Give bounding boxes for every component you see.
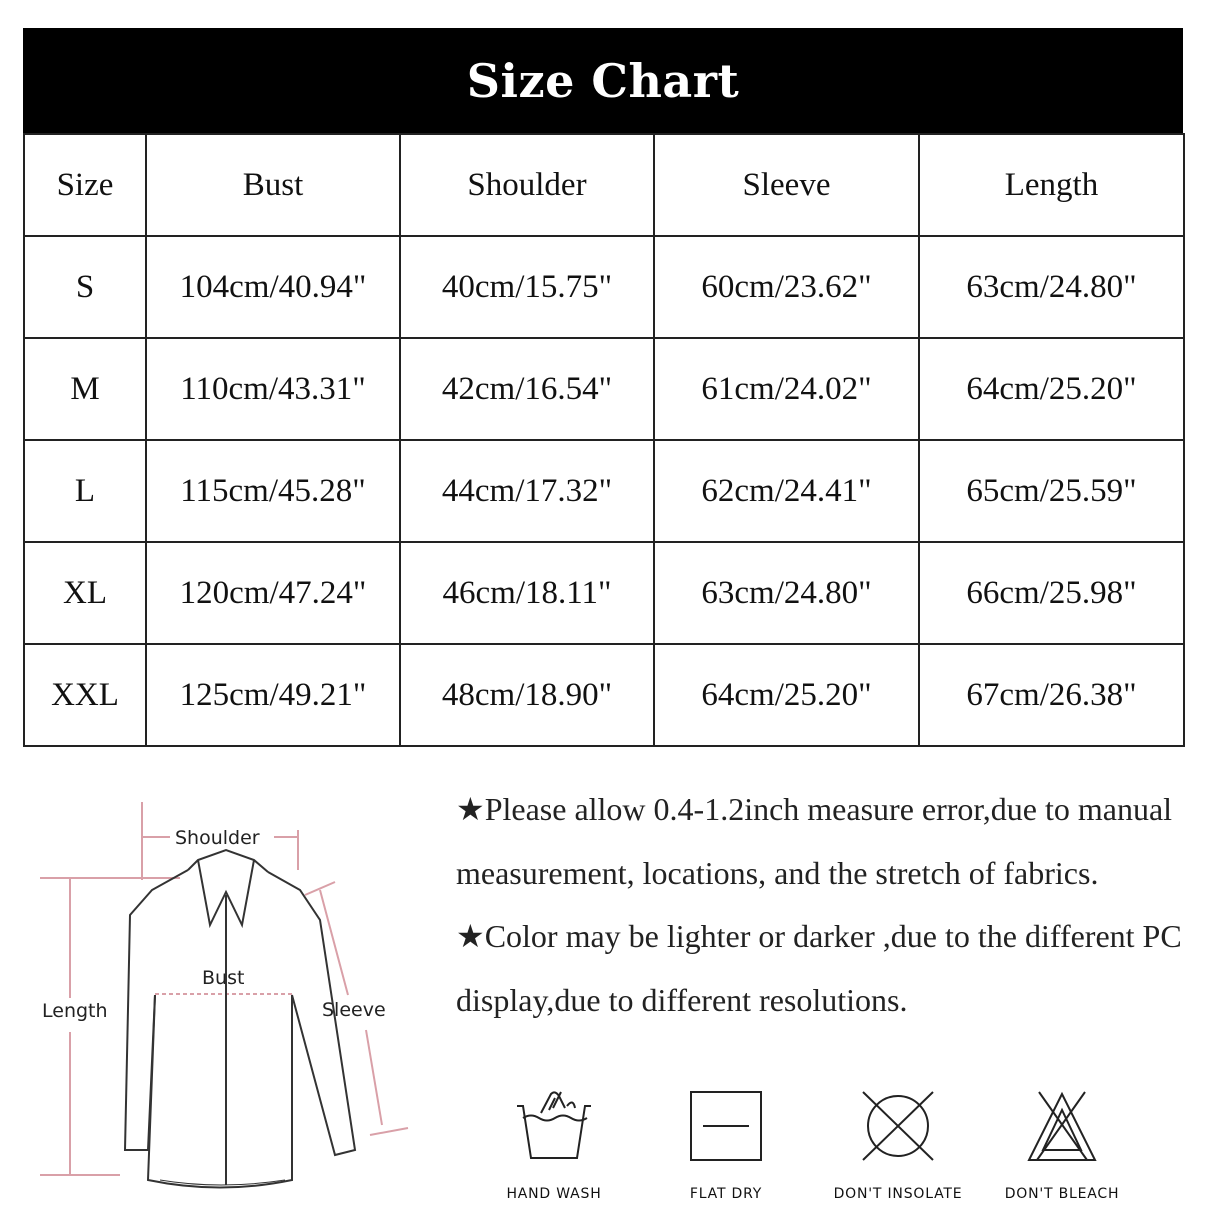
table-cell: 110cm/43.31" [146, 338, 400, 440]
header-cell: Bust [146, 134, 400, 236]
table-cell: 125cm/49.21" [146, 644, 400, 746]
table-cell: 46cm/18.11" [400, 542, 654, 644]
table-cell: 44cm/17.32" [400, 440, 654, 542]
note-color: ★Color may be lighter or darker ,due to the different PC display,due to different resolutions. [456, 918, 1182, 1018]
do-not-insolate-icon [853, 1088, 943, 1164]
table-cell: 120cm/47.24" [146, 542, 400, 644]
note-measure-error: ★Please allow 0.4-1.2inch measure error,due to manual measurement, locations, and the stretch of fabrics. [456, 791, 1173, 891]
care-label: DON'T INSOLATE [833, 1186, 963, 1202]
shoulder-label: Shoulder [175, 827, 260, 849]
table-cell: 104cm/40.94" [146, 236, 400, 338]
size-table [23, 133, 1185, 747]
table-row [24, 542, 1184, 644]
table-cell: 67cm/26.38" [919, 644, 1184, 746]
hand-wash-icon [509, 1088, 599, 1164]
flat-dry-icon [681, 1088, 771, 1164]
table-row [24, 644, 1184, 746]
table-row [24, 338, 1184, 440]
care-label: HAND WASH [506, 1186, 602, 1202]
header-cell: Length [919, 134, 1184, 236]
do-not-bleach-icon [1017, 1088, 1107, 1164]
shirt-measurement-diagram [30, 790, 420, 1190]
table-cell: 64cm/25.20" [654, 644, 919, 746]
table-row [24, 236, 1184, 338]
table-header-row [24, 134, 1184, 236]
table-cell: 66cm/25.98" [919, 542, 1184, 644]
table-cell: 62cm/24.41" [654, 440, 919, 542]
table-cell: 65cm/25.59" [919, 440, 1184, 542]
header-cell: Sleeve [654, 134, 919, 236]
shirt-outline [125, 850, 355, 1188]
table-cell: 61cm/24.02" [654, 338, 919, 440]
length-label: Length [42, 1000, 108, 1022]
bust-label: Bust [202, 967, 245, 989]
care-do-not-insolate [818, 1088, 978, 1202]
care-label: FLAT DRY [689, 1186, 763, 1202]
table-cell: S [24, 236, 146, 338]
table-cell: M [24, 338, 146, 440]
table-cell: XL [24, 542, 146, 644]
care-flat-dry [646, 1088, 806, 1202]
notes [456, 778, 1201, 1032]
table-cell: 63cm/24.80" [919, 236, 1184, 338]
care-hand-wash [474, 1088, 634, 1202]
table-cell: 42cm/16.54" [400, 338, 654, 440]
header-cell: Size [24, 134, 146, 236]
table-cell: 40cm/15.75" [400, 236, 654, 338]
table-cell: 63cm/24.80" [654, 542, 919, 644]
care-do-not-bleach [982, 1088, 1142, 1202]
table-cell: 60cm/23.62" [654, 236, 919, 338]
sleeve-label: Sleeve [322, 999, 386, 1021]
table-row [24, 440, 1184, 542]
table-cell: 115cm/45.28" [146, 440, 400, 542]
care-label: DON'T BLEACH [1004, 1186, 1120, 1202]
header-cell: Shoulder [400, 134, 654, 236]
table-cell: L [24, 440, 146, 542]
chart-title: Size Chart [23, 28, 1183, 133]
table-cell: XXL [24, 644, 146, 746]
table-cell: 48cm/18.90" [400, 644, 654, 746]
care-icons [490, 1088, 1190, 1208]
table-cell: 64cm/25.20" [919, 338, 1184, 440]
